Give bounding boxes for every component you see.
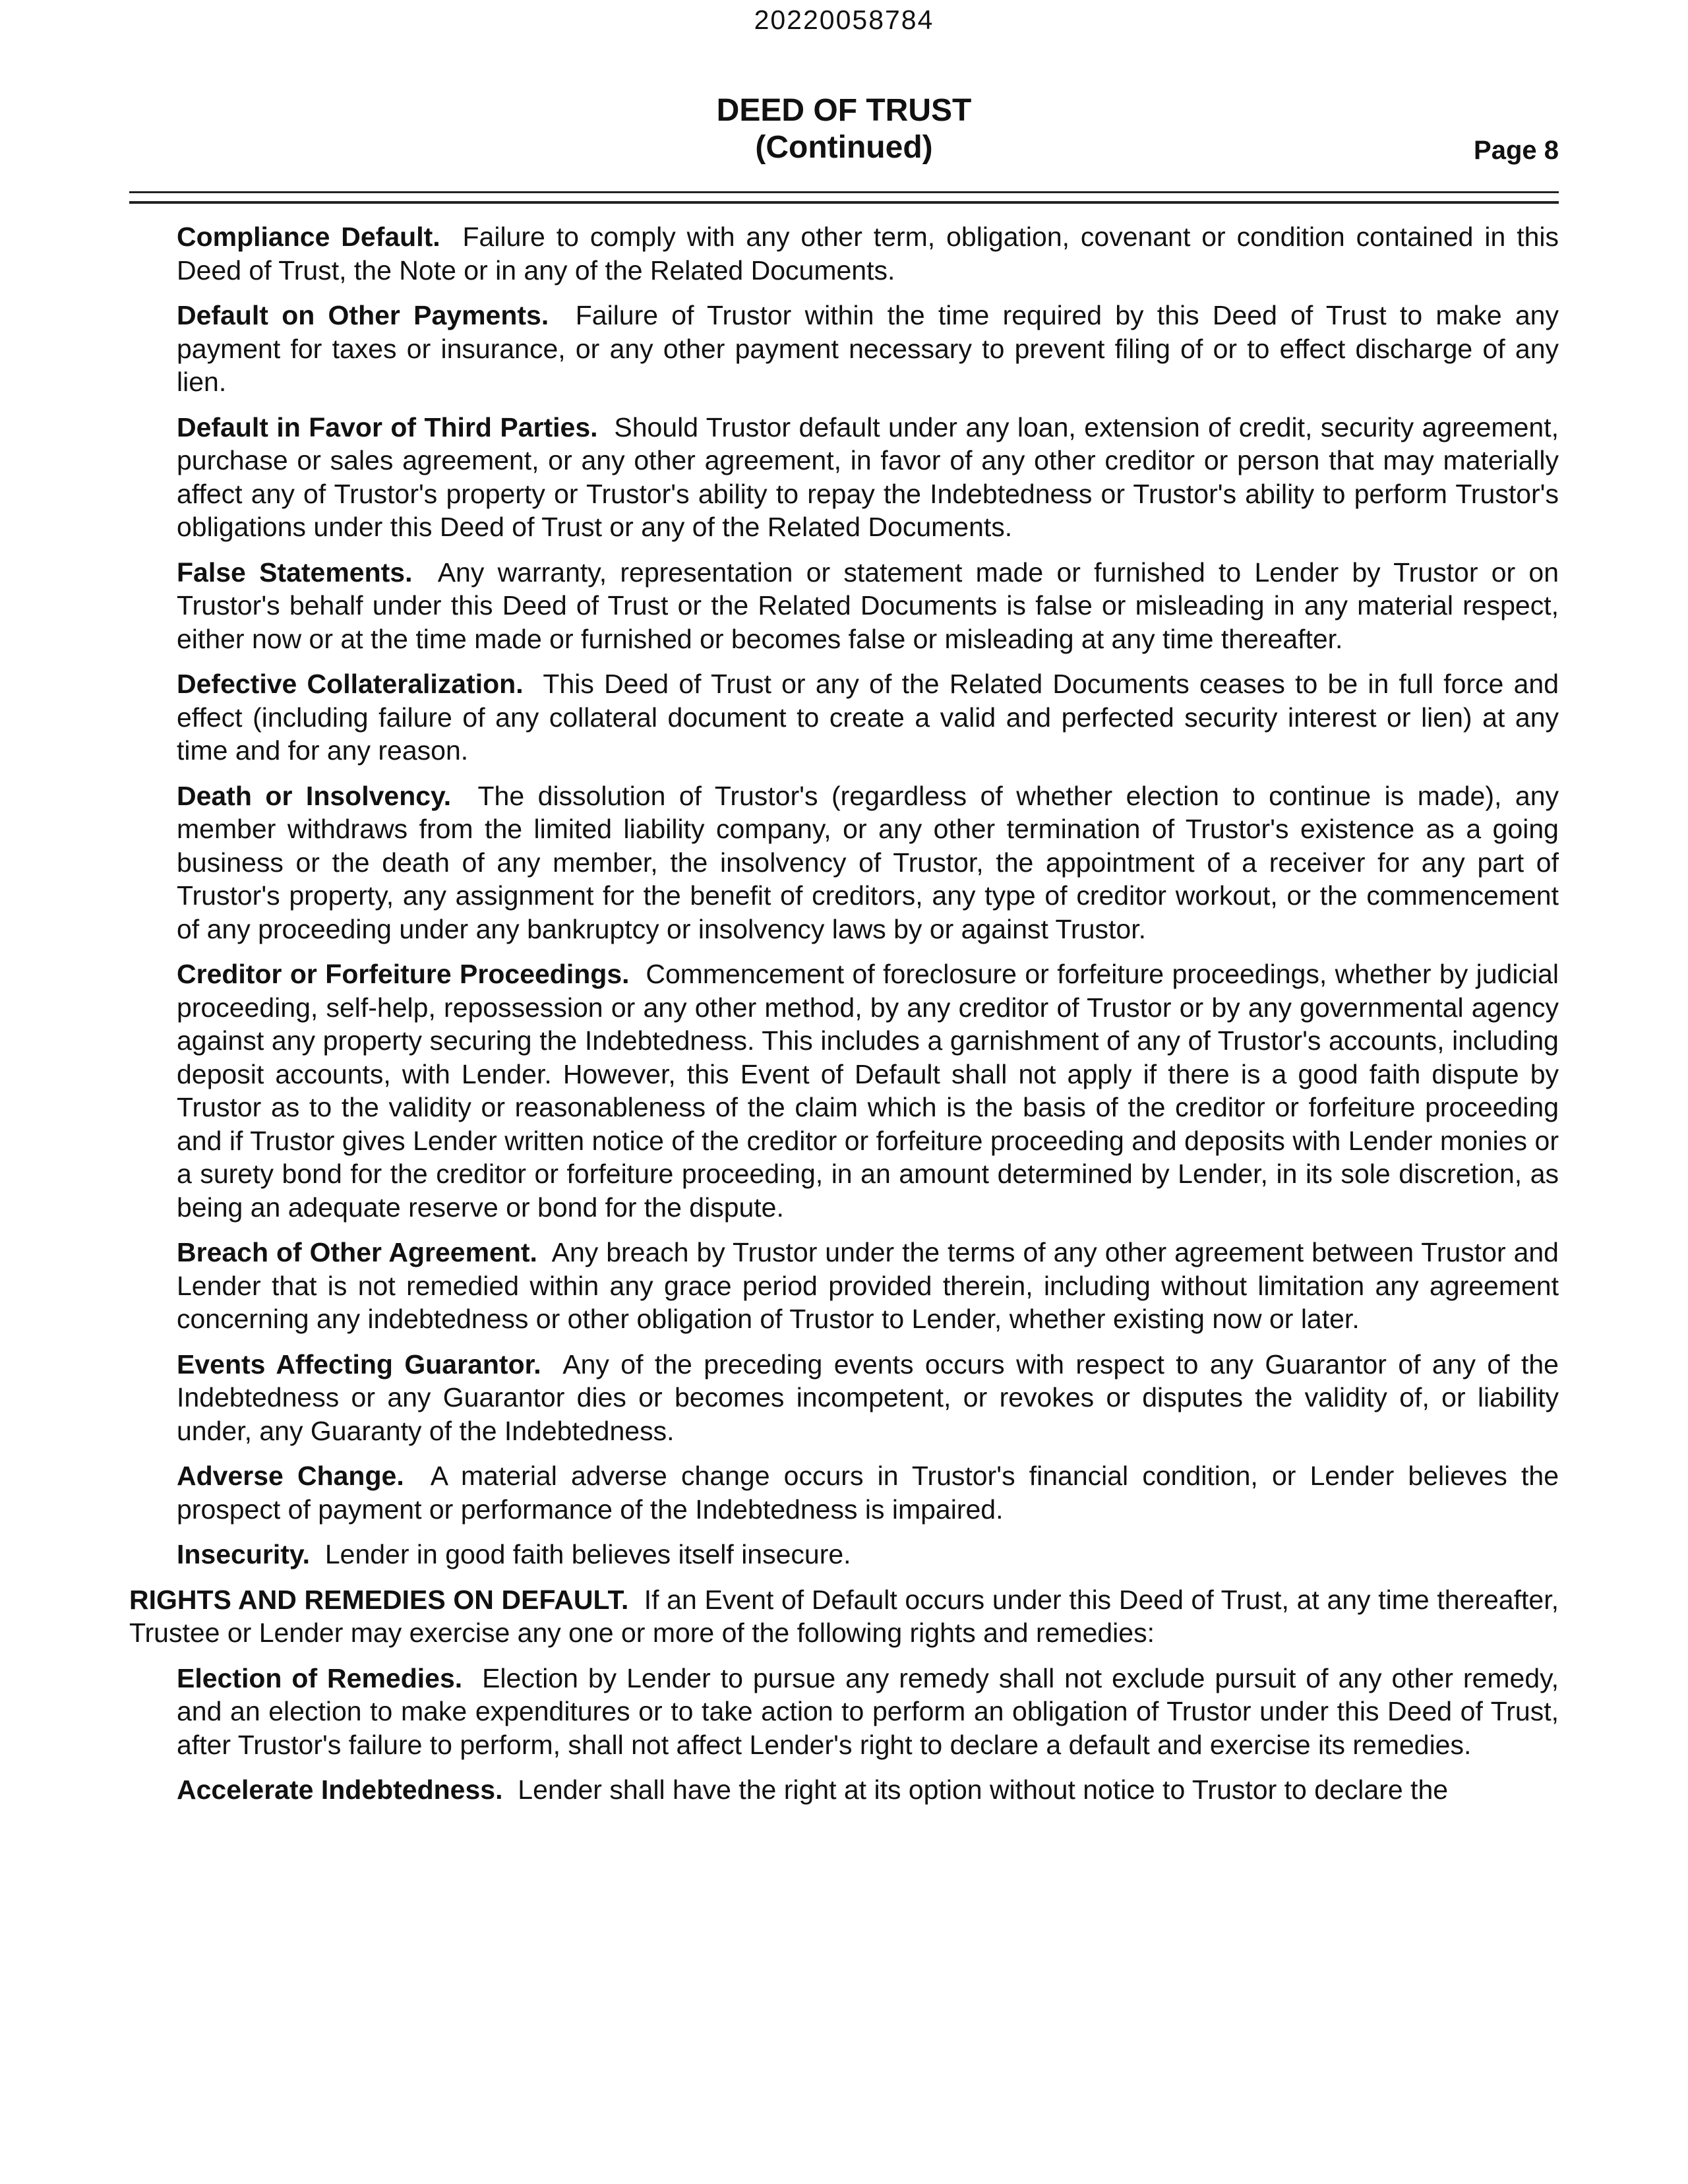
paragraph-text: Any breach by Trustor under the terms of any other agreement between Trustor and Lender that is not remedied within any grace period provided therein, including without limitation any agreement concerning any indebtedness or other obligation of Trustor to Lender, whether existing now or later. bbox=[177, 1237, 1559, 1334]
paragraph-compliance-default bbox=[177, 220, 1559, 287]
paragraph-label: Adverse Change. bbox=[177, 1461, 404, 1491]
paragraph-text: Any warranty, representation or statement made or furnished to Lender by Trustor or on Trustor's behalf under this Deed of Trust or the Related Documents is false or misleading in any material respect, either now or at the time made or furnished or becomes false or misleading at any time thereafter. bbox=[177, 557, 1559, 654]
paragraph-adverse-change bbox=[177, 1459, 1559, 1526]
paragraph-text: Commencement of foreclosure or forfeiture proceedings, whether by judicial proceeding, self-help, repossession or any other method, by any creditor of Trustor or by any governmental agency against any property securing the Indebtedness. This includes a garnishment of any of Trustor's accounts, including deposit accounts, with Lender. However, this Event of Default shall not apply if there is a good faith dispute by Trustor as to the validity or reasonableness of the claim which is the basis of the creditor or forfeiture proceeding and if Trustor gives Lender written notice of the creditor or forfeiture proceeding and deposits with Lender monies or a surety bond for the creditor or forfeiture proceeding, in an amount determined by Lender, in its sole discretion, as being an adequate reserve or bond for the dispute. bbox=[177, 959, 1559, 1223]
paragraph-insecurity bbox=[177, 1538, 1559, 1571]
paragraph-default-other-payments bbox=[177, 299, 1559, 399]
paragraph-label: Insecurity. bbox=[177, 1539, 311, 1569]
paragraph-text: Failure to comply with any other term, obligation, covenant or condition contained in this Deed of Trust, the Note or in any of the Related Documents. bbox=[177, 222, 1559, 286]
section-rights-remedies bbox=[129, 1583, 1559, 1650]
paragraph-label: False Statements. bbox=[177, 557, 413, 588]
paragraph-text: A material adverse change occurs in Trustor's financial condition, or Lender believes the prospect of payment or performance of the Indebtedness is impaired. bbox=[177, 1461, 1559, 1525]
paragraph-label: Death or Insolvency. bbox=[177, 780, 452, 811]
paragraph-text: Lender shall have the right at its option without notice to Trustor to declare the bbox=[518, 1774, 1449, 1805]
paragraph-label: Default on Other Payments. bbox=[177, 300, 549, 330]
paragraph-label: Events Affecting Guarantor. bbox=[177, 1349, 541, 1380]
paragraph-label: Creditor or Forfeiture Proceedings. bbox=[177, 959, 630, 989]
paragraph-text: Should Trustor default under any loan, extension of credit, security agreement, purchase or sales agreement, or any other agreement, in favor of any other creditor or person that may materially affect any of Trustor's property or Trustor's ability to repay the Indebtedness or Trustor's ability to perform Trustor's obligations under this Deed of Trust or any of the Related Documents. bbox=[177, 411, 1559, 542]
paragraph-default-third-parties bbox=[177, 411, 1559, 544]
paragraph-label: Default in Favor of Third Parties. bbox=[177, 411, 598, 442]
paragraph-death-insolvency bbox=[177, 779, 1559, 946]
paragraph-label: Breach of Other Agreement. bbox=[177, 1237, 537, 1267]
paragraph-text: This Deed of Trust or any of the Related Documents ceases to be in full force and effect (including failure of any collateral document to create a valid and perfected security interest or lien) at any time and for any reason. bbox=[177, 669, 1559, 766]
document-body bbox=[129, 220, 1559, 1819]
paragraph-text: If an Event of Default occurs under this Deed of Trust, at any time thereafter, Trustee or Lender may exercise any one or more of the following rights and remedies: bbox=[129, 1584, 1559, 1648]
header-rule-bottom bbox=[129, 201, 1559, 204]
paragraph-text: Failure of Trustor within the time required by this Deed of Trust to make any payment for taxes or insurance, or any other payment necessary to prevent filing of or to effect discharge of any lien. bbox=[177, 300, 1559, 397]
document-title-block bbox=[0, 92, 1688, 166]
paragraph-election-remedies bbox=[177, 1662, 1559, 1762]
paragraph-defective-collateralization bbox=[177, 667, 1559, 768]
paragraph-text: Lender in good faith believes itself insecure. bbox=[324, 1539, 851, 1569]
paragraph-label: Accelerate Indebtedness. bbox=[177, 1774, 503, 1805]
paragraph-accelerate-indebtedness bbox=[177, 1773, 1559, 1807]
paragraph-label: Defective Collateralization. bbox=[177, 669, 524, 699]
document-number: 20220058784 bbox=[754, 5, 934, 35]
paragraph-creditor-forfeiture bbox=[177, 957, 1559, 1224]
header-rule-top bbox=[129, 191, 1559, 193]
paragraph-false-statements bbox=[177, 556, 1559, 656]
paragraph-text: Election by Lender to pursue any remedy shall not exclude pursuit of any other remedy, and an election to make expenditures or to take action to perform an obligation of Trustor under this Deed of Trust, after Trustor's failure to perform, shall not affect Lender's right to declare a default and exercise its remedies. bbox=[177, 1662, 1559, 1760]
document-subtitle: (Continued) bbox=[755, 130, 933, 165]
paragraph-label: Election of Remedies. bbox=[177, 1662, 463, 1693]
section-heading: RIGHTS AND REMEDIES ON DEFAULT. bbox=[129, 1584, 629, 1615]
paragraph-events-affecting-guarantor bbox=[177, 1348, 1559, 1448]
paragraph-text: The dissolution of Trustor's (regardless of whether election to continue is made), any member withdraws from the limited liability company, or any other termination of Trustor's existence as a going business or the death of any member, the insolvency of Trustor, the appointment of a receiver for any part of Trustor's property, any assignment for the benefit of creditors, any type of creditor workout, or the commencement of any proceeding under any bankruptcy or insolvency laws by or against Trustor. bbox=[177, 780, 1559, 944]
paragraph-breach-other-agreement bbox=[177, 1236, 1559, 1336]
document-title: DEED OF TRUST bbox=[716, 93, 972, 128]
paragraph-label: Compliance Default. bbox=[177, 222, 440, 252]
paragraph-text: Any of the preceding events occurs with respect to any Guarantor of any of the Indebtedness or any Guarantor dies or becomes incompetent, or revokes or disputes the validity of, or liability under, any Guaranty of the Indebtedness. bbox=[177, 1349, 1559, 1446]
page-number: Page 8 bbox=[1474, 136, 1559, 165]
